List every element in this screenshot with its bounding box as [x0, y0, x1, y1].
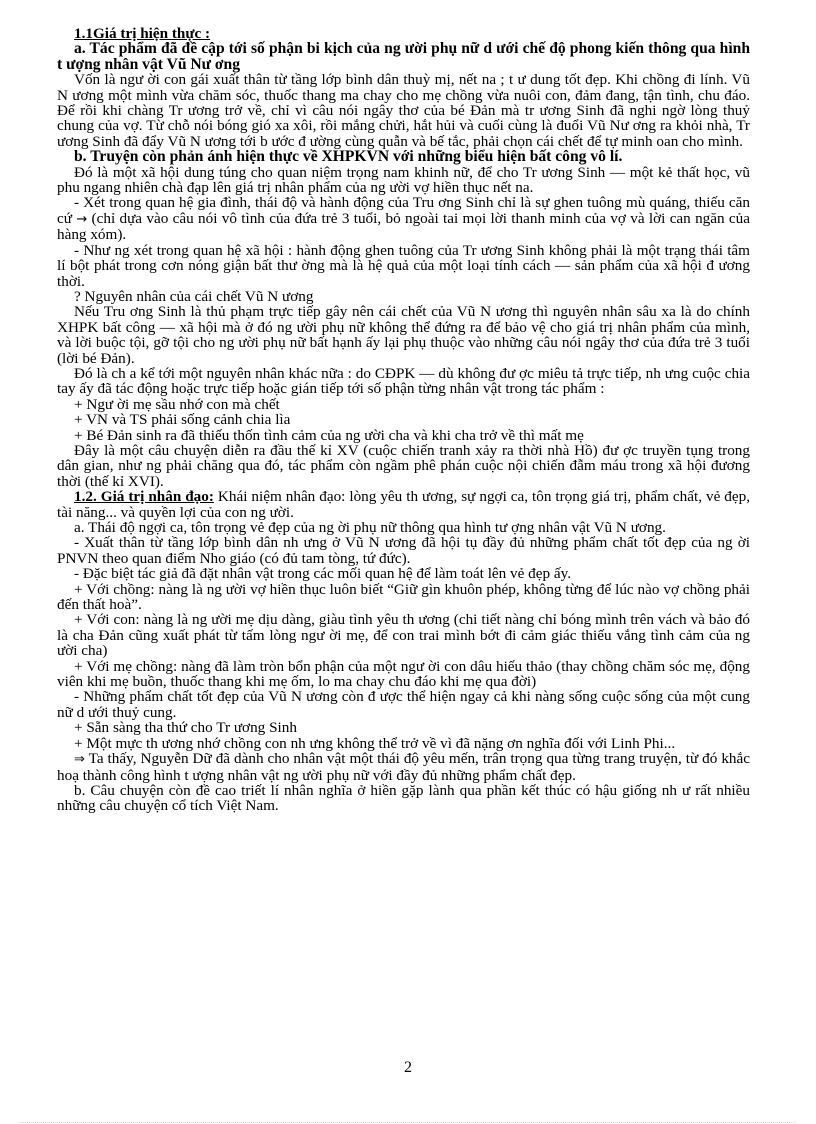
- section-heading-1-1: 1.1Giá trị hiện thực :: [74, 25, 211, 42]
- paragraph: [57, 195, 750, 242]
- paragraph: + Với con: nàng là ng ười mẹ dịu dàng, giàu tình yêu th ương (chi tiết nàng chỉ bóng mình trên vách và bảo đó là cha Đản cũng xuất phát từ tấm lòng ngư ời mẹ, để con trai mình bớt đi cảm giác thiếu vắng tình cảm của ng ười cha): [57, 611, 750, 660]
- paragraph: + Một mực th ương nhớ chồng con nh ưng không thể trở về vì đã nặng ơn nghĩa đối với Linh Phi...: [74, 734, 676, 752]
- paragraph: - Những phẩm chất tốt đẹp của Vũ N ương còn đ ược thể hiện ngay cả khi nàng sống cuộc sống của một cung nữ d ưới thuỷ cung.: [57, 688, 750, 721]
- right-arrow-icon: →: [76, 211, 88, 227]
- paragraph: Vốn là ngư ời con gái xuất thân từ tầng lớp bình dân thuỳ mị, nết na ; t ư dung tốt đẹp. Khi chồng đi lính. Vũ N ương một mình vừa chăm sóc, thuốc thang ma chay cho mẹ chồng vừa nuôi con, đảm đang, tận tình, chu đáo. Để rồi khi chàng Tr ương trở về, chỉ vì câu nói ngây thơ của bé Đản mà tr ương Sinh đã nghi ngờ lòng thuỷ chung của vợ. Từ chỗ nói bóng gió xa xôi, rồi mắng chửi, hắt hủi và cuối cùng là đuổi Vũ Nư ơng ra khỏi nhà, Tr ương Sinh đã đẩy Vũ N ương tới b ước đ ường cùng quẫn và bế tắc, phải chọn cái chết để tự minh oan cho mình.: [57, 71, 750, 150]
- paragraph: - Xuất thân từ tầng lớp bình dân nh ưng ở Vũ N ương đã hội tụ đầy đủ những phẩm chất tốt đẹp của ng ời PNVN theo quan điểm Nho giáo (có đủ tam tòng, tứ đức).: [57, 534, 750, 567]
- paragraph: + Với mẹ chồng: nàng đã làm tròn bổn phận của một ngư ời con dâu hiếu thảo (thay chồng chăm sóc mẹ, động viên khi mẹ buồn, thuốc thang khi mẹ ốm, lo ma chay chu đáo khi mẹ qua đời): [57, 657, 750, 691]
- list-item: + VN và TS phải sống cảnh chia lìa: [74, 411, 291, 429]
- page-number: 2: [404, 1059, 412, 1076]
- subheading-a: a. Tác phẩm đã đề cập tới số phận bi kịch của ng ười phụ nữ d ưới chế độ phong kiến thông qua hình t ượng nhân vật Vũ Nư ơng: [57, 40, 750, 73]
- document-body: [57, 26, 750, 814]
- paragraph-text: - Xét trong quan hệ gia đình, thái độ và hành động của Tru ơng Sinh chỉ là sự ghen tuông mù quáng, thiếu căn cứ: [57, 194, 750, 227]
- paragraph: + Với chồng: nàng là ng ười vợ hiền thục luôn biết “Giữ gìn khuôn phép, không từng để lúc nào vợ chồng phải đến thất hoà”.: [57, 580, 750, 614]
- paragraph-text: Ta thấy, Nguyễn Dữ đã dành cho nhân vật một thái độ yêu mến, trân trọng qua từng trang truyện, từ đó khắc hoạ thành công hình t ượng nhân vật ng ười phụ nữ với đầy đủ những phẩm chất đẹp.: [57, 750, 750, 784]
- paragraph: - Như ng xét trong quan hệ xã hội : hành động ghen tuông của Tr ương Sinh không phải là một trạng thái tâm lí bột phát trong cơn nóng giận bất thư ờng mà là hệ quả của một loại tính cách — sản phẩm của xã hội đ ương thời.: [57, 241, 750, 290]
- section-heading-1-2-paragraph: [57, 489, 750, 520]
- paragraph: Đây là một câu chuyện diễn ra đầu thế kỉ XV (cuộc chiến tranh xảy ra thời nhà Hồ) đư ợc truyền tụng trong dân gian, như ng phải chăng qua đó, tác phẩm còn ngầm phê phán cuộc nội chiến đẫm máu trong xã hội đương thời (thế kỉ XVI).: [57, 441, 750, 490]
- paragraph-text: Khái niệm nhân đạo: lòng yêu th ương, sự ngợi ca, tôn trọng giá trị, phẩm chất, vẻ đẹp, tài năng... và quyền lợi của con ng ười.: [57, 488, 750, 521]
- paragraph: Nếu Tru ơng Sinh là thủ phạm trực tiếp gây nên cái chết của Vũ N ương thì nguyên nhân sâu xa là do chính XHPK bất công — xã hội mà ở đó ng ười phụ nữ không thể đứng ra để bảo vệ cho giá trị nhân phẩm của mình, và lời buộc tội, gỡ tội cho ng ười phụ nữ bất hạnh ấy lại phụ thuộc vào những câu nói ngây thơ của đứa trẻ 3 tuổi (lời bé Đản).: [57, 303, 750, 367]
- paragraph: - Đặc biệt tác giả đã đặt nhân vật trong các mối quan hệ để làm toát lên vẻ đẹp ấy.: [74, 565, 572, 583]
- paragraph: Đó là ch a kể tới một nguyên nhân khác nữa : do CĐPK — dù không đư ợc miêu tả trực tiếp, nh ưng cuộc chia tay ấy đã tác động hoặc trực tiếp hoặc gián tiếp tới số phận từng nhân vật trong tác phẩm :: [57, 364, 750, 398]
- paragraph: [57, 751, 750, 783]
- section-heading-1-2: 1.2. Giá trị nhân đạo:: [74, 488, 214, 506]
- list-item: + Ngư ời mẹ sầu nhớ con mà chết: [74, 395, 280, 413]
- paragraph: b. Câu chuyện còn đề cao triết lí nhân nghĩa ở hiền gặp lành qua phần kết thúc có hậu giống nh ư rất nhiều những câu chuyện cổ tích Việt Nam.: [57, 781, 750, 815]
- double-right-arrow-icon: ⇒: [74, 752, 85, 768]
- paragraph: + Sẵn sàng tha thứ cho Tr ương Sinh: [74, 719, 297, 737]
- question-line: ? Nguyên nhân của cái chết Vũ N ương: [74, 287, 314, 305]
- paragraph: Đó là một xã hội dung túng cho quan niệm trọng nam khinh nữ, để cho Tr ương Sinh — một kẻ thất học, vũ phu ngang nhiên chà đạp lên giá trị nhân phẩm của ng ười vợ hiền thục nết na.: [57, 163, 750, 197]
- paragraph: a. Thái độ ngợi ca, tôn trọng vẻ đẹp của ng ời phụ nữ thông qua hình tư ợng nhân vật Vũ N ương.: [74, 519, 666, 536]
- paragraph-text: (chỉ dựa vào câu nói vô tình của đứa trẻ 3 tuổi, bỏ ngoài tai mọi lời thanh minh của vợ và lời can ngăn của hàng xóm).: [57, 209, 751, 244]
- list-item: + Bé Đản sinh ra đã thiếu thốn tình cảm của ng ười cha và khi cha trở về thì mất mẹ: [74, 426, 584, 444]
- subheading-b: b. Truyện còn phản ánh hiện thực về XHPKVN với những biểu hiện bất công vô lí.: [74, 148, 623, 166]
